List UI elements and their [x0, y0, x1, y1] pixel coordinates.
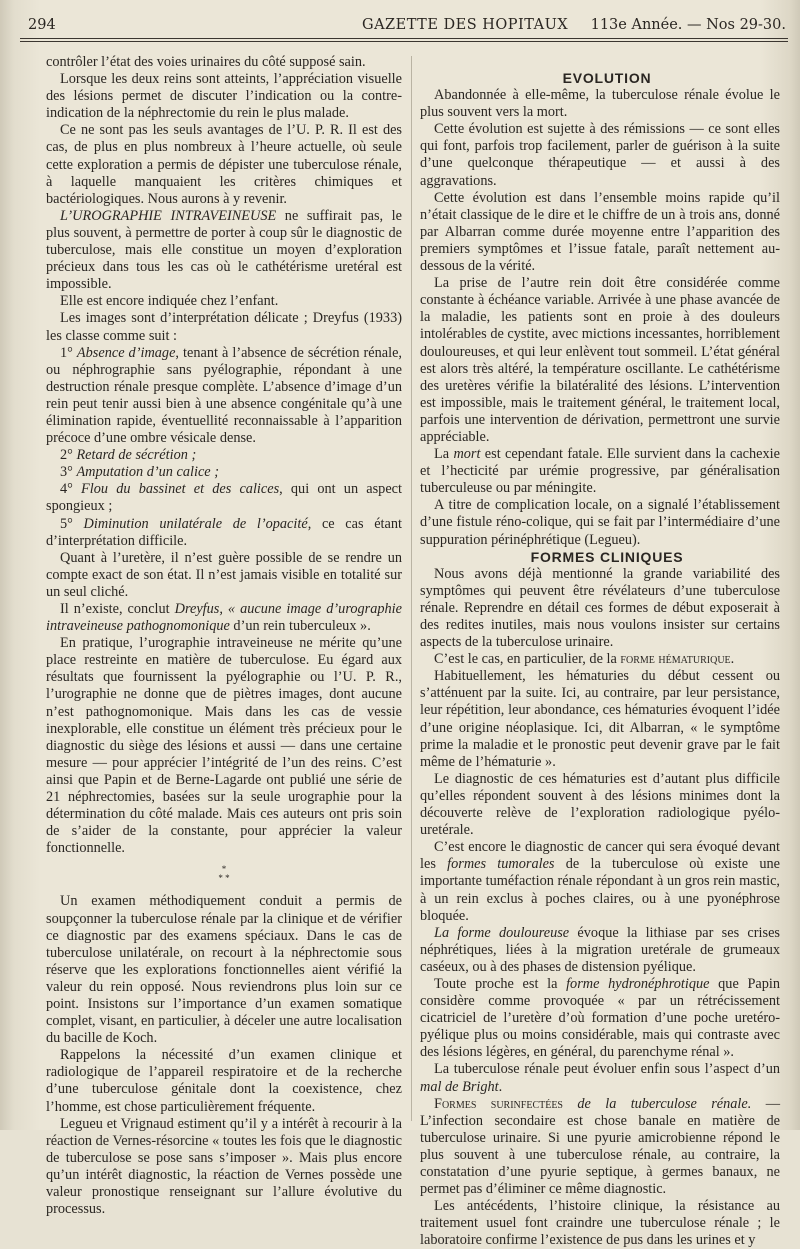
paragraph: Les antécédents, l’histoire clinique, la résistance au traitement usuel font craindre une tuberculose rénale ; le laboratoire confirme l’existence de pus dans les urines et y — [420, 1198, 780, 1249]
paragraph: Les images sont d’interprétation délicate ; Dreyfus (1933) les classe comme suit : — [46, 310, 402, 344]
paragraph: Elle est encore indiquée chez l’enfant. — [60, 293, 279, 310]
paragraph: Cette évolution est sujette à des rémissions — ce sont elles qui font, parfois trop facilement, parler de guérison à la suite d’une quelconque thérapeutique — et aussi à des aggravations. — [420, 121, 780, 189]
paragraph: Il n’existe, conclut Dreyfus, « aucune image d’urographie intraveineuse pathognomonique d’un rein tuberculeux ». — [46, 601, 402, 635]
paragraph: L’UROGRAPHIE INTRAVEINEUSE ne suffirait pas, le plus souvent, à permettre de porter à coup sûr le diagnostic de tuberculose, mais elle constitue un moyen d’exploration précieux dans tous les cas où le cathétérisme uretéral est impossible. — [46, 207, 402, 293]
paragraph: Nous avons déjà mentionné la grande variabilité des symptômes qui peuvent être révélateurs d’une tuberculose rénale. Reprendre en détail ces formes de début exposerait à des redites inutiles, mais nous voulons insister sur certains aspects de la tuberculose urinaire. — [420, 565, 780, 651]
right-column — [420, 70, 780, 1249]
paragraph: Habituellement, les hématuries du début cessent ou s’atténuent par la suite. Ici, au contraire, par leur persistance, leur répétition, leur abondance, ces hématuries évoquent l’idée d’une origine néoplasique. Ici, dit Albarran, « le symptôme prime la maladie et le pronostic peut devenir grave par le fait même de l’hématurie ». — [420, 668, 780, 770]
paragraph: C’est le cas, en particulier, de la forme hématurique. — [434, 651, 735, 668]
paragraph: Un examen méthodiquement conduit a permis de soupçonner la tuberculose rénale par la clinique et de vérifier ce diagnostic par des examens spéciaux. Dans le cas de tuberculose unilatérale, on recourt à la néphrectomie sous réserve que les explorations fonctionnelles aient vérifié la valeur du rein opposé. Nous reviendrons plus loin sur ce point. Insistons sur l’importance d’un examen somatique complet, visant, en particulier, à déceler une autre localisation du bacille de Koch. — [46, 893, 402, 1047]
section-separator: * * * — [218, 864, 230, 884]
paragraph: La tuberculose rénale peut évoluer enfin sous l’aspect d’un mal de Bright. — [420, 1061, 780, 1095]
paragraph: A titre de complication locale, on a signalé l’établissement d’une fistule réno-colique, qui se fait par l’intermédiaire d’une suppuration périnéphrétique (Legueu). — [420, 497, 780, 548]
list-item: 4° Flou du bassinet et des calices, qui ont un aspect spongieux ; — [46, 481, 402, 515]
column-divider — [411, 56, 412, 1121]
paragraph: Rappelons la nécessité d’un examen clinique et radiologique de l’appareil respiratoire et de la recherche d’une tuberculose génitale dont la coexistence, chez l’homme, est chose particulièrement fréquente. — [46, 1047, 402, 1115]
page-number: 294 — [28, 17, 56, 33]
paragraph: contrôler l’état des voies urinaires du côté supposé sain. — [46, 54, 366, 70]
list-item: 2° Retard de sécrétion ; — [60, 447, 197, 464]
paragraph: Quant à l’uretère, il n’est guère possible de se rendre un compte exact de son état. Il n’est jamais visible en totalité sur un seul cliché. — [46, 549, 402, 600]
paragraph: Toute proche est la forme hydronéphrotique que Papin considère comme provoquée « par un rétrécissement cicatriciel de l’uretère d’où formation d’une poche uretéro-pyélique plus ou moins considérable, mais qui contraste avec des lésions légères, en général, du parenchyme rénal ». — [420, 975, 781, 1061]
page-header — [20, 16, 790, 36]
paragraph: La prise de l’autre rein doit être considérée comme constante à échéance variable. Arrivée à une phase avancée de la maladie, les patients sont en proie à des douleurs intolérables de cystite, avec mictions incessantes, horriblement douloureuses, et qui leur enlèvent tout sommeil. L’état général est alors très altéré, la température oscillante. Le cathétérisme des uretères vérifie la bilatéralité des lésions. L’intervention est impossible, mais le traitement général, le traitement local, parfois une intervention de dérivation, permettront une survie appréciable. — [420, 275, 780, 445]
section-heading-evolution: EVOLUTION — [562, 70, 652, 86]
header-rule-bottom — [20, 41, 788, 42]
list-item: 1° Absence d’image, tenant à l’absence de sécrétion rénale, ou néphrographie sans pyélographie, répondant à une destruction rénale presque complète. L’absence d’image d’un rein peut tenir aussi bien à une absence congénitale qu’à une élimination rapide, éventuellité reconnaissable à l’apparition précoce d’une ombre vésicale dense. — [46, 344, 402, 447]
paragraph: La forme douloureuse évoque la lithiase par ses crises néphrétiques, liées à la migration uretérale de grumeaux caséeux, ou à des phases de distension pyélique. — [420, 924, 780, 975]
list-item: 5° Diminution unilatérale de l’opacité, ce cas étant d’interprétation difficile. — [46, 515, 402, 549]
paragraph: La mort est cependant fatale. Elle survient dans la cachexie et l’hecticité par urémie progressive, par généralisation tuberculeuse ou par méningite. — [420, 446, 780, 497]
paragraph: Abandonnée à elle-même, la tuberculose rénale évolue le plus souvent vers la mort. — [420, 87, 780, 121]
year-issue: 113e Année. — Nos 29-30. — [590, 17, 786, 33]
subsection-title: L’UROGRAPHIE INTRAVEINEUSE — [60, 207, 277, 224]
header-rule-top — [20, 38, 788, 39]
journal-title: GAZETTE DES HOPITAUX — [362, 17, 569, 33]
paragraph: Formes surinfectées de la tuberculose rénale. — L’infection secondaire est chose banale en matière de tuberculose urinaire. Si une pyurie amicrobienne répond le plus souvent à une tuberculose rénale, au contraire, la constatation d’une pyurie septique, à germes banaux, ne permet pas d’éliminer ce même diagnostic. — [420, 1095, 780, 1198]
paragraph: Cette évolution est dans l’ensemble moins rapide qu’il n’était classique de le dire et le chiffre de un à trois ans, donné par Albarran comme durée moyenne entre l’apparition des premiers symptômes et l’issue fatale, paraît nettement au-dessous de la vérité. — [420, 189, 780, 275]
paragraph: Ce ne sont pas les seuls avantages de l’U. P. R. Il est des cas, de plus en plus nombreux à l’heure actuelle, où seule cette exploration a permis de dépister une tuberculose rénale, à laquelle manquaient les critères chimiques et bactériologiques. Nous aurons à y revenir. — [46, 122, 402, 207]
list-item: 3° Amputation d’un calice ; — [60, 464, 219, 481]
paragraph: Legueu et Vrignaud estiment qu’il y a intérêt à recourir à la réaction de Vernes-résorcine « toutes les fois que le diagnostic de tuberculose se pose sans s’imposer ». Mais plus encore qu’un intérêt diagnostic, la réaction de Vernes possède une valeur pronostique renseignant sur l’allure évolutive du processus. — [46, 1115, 402, 1218]
paragraph: C’est encore le diagnostic de cancer qui sera évoqué devant les formes tumorales de la tuberculose où existe une importante tuméfaction rénale répondant à un gros rein mastic, à un rein exclus à poches claires, ou à une pyonéphrose bloquée. — [420, 839, 780, 924]
left-column — [46, 54, 402, 1218]
paragraph: En pratique, l’urographie intraveineuse ne mérite qu’une place restreinte en matière de tuberculose. Eu égard aux résultats que fournissent la pyélographie ou l’U. P. R., l’urographie ne donne que de piètres images, dont aucune n’est pathognomonique. Mais dans les cas de vessie inexplorable, elle constitue un élément très précieux pour le diagnostic du siège des lésions et aussi — dans une certaine mesure — pour apprécier l’intégrité de l’un des reins. C’est ainsi que Papin et de Berne-Lagarde ont publié une série de 21 néphrectomies, basées sur la seule urographie pour la détermination du côté malade. Mais ces auteurs ont pris soin de s’aider de la constante, pour apprécier la valeur fonctionnelle. — [46, 635, 402, 857]
paragraph: Lorsque les deux reins sont atteints, l’appréciation visuelle des lésions permet de discuter l’indication ou la contre-indication de la néphrectomie du rein le plus malade. — [46, 71, 402, 122]
paragraph: Le diagnostic de ces hématuries est d’autant plus difficile qu’elles répondent souvent à des lésions minimes dont la découverte relève de l’exploration radiologique pyélo-uretérale. — [420, 770, 780, 839]
section-heading-formes-cliniques: FORMES CLINIQUES — [530, 548, 684, 565]
